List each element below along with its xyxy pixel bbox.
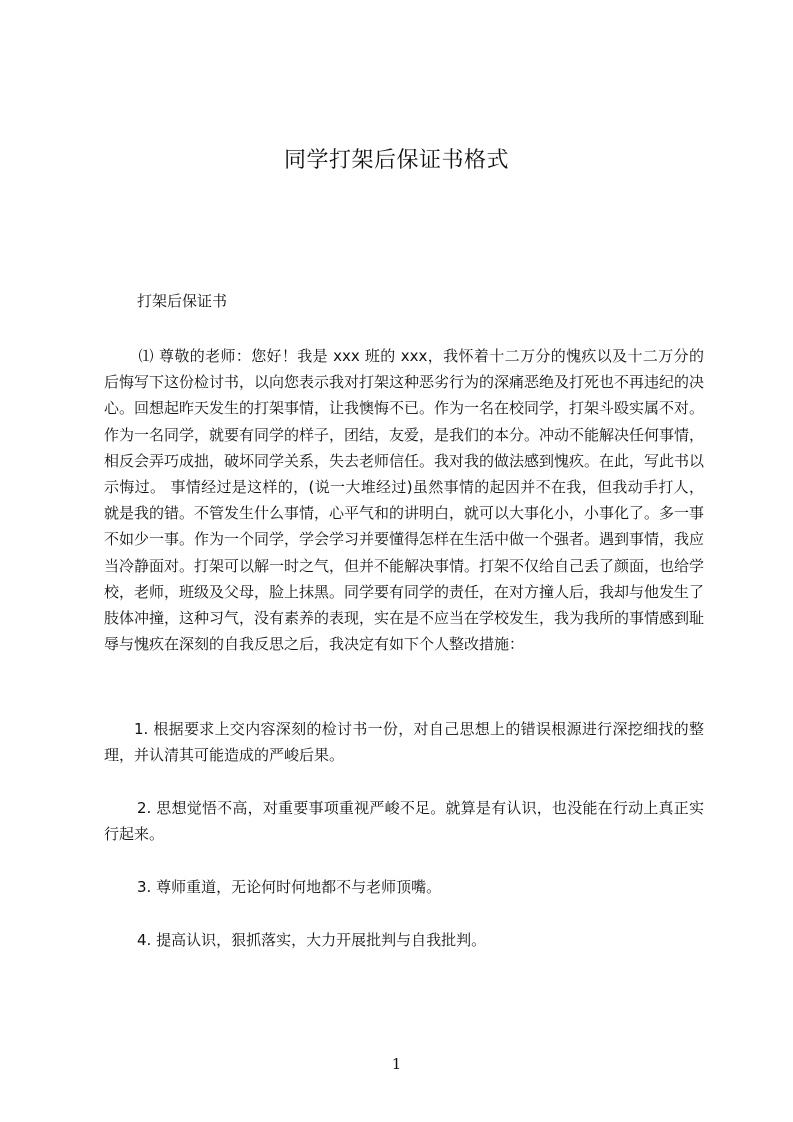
measure-item-3: 3. 尊师重道，无论何时何地都不与老师顶嘴。 [137,878,442,896]
measure-item-4: 4. 提高认识，狠抓落实，大力开展批判与自我批判。 [137,931,487,949]
document-title: 同学打架后保证书格式 [283,148,509,173]
body-paragraph: ⑴ 尊敬的老师：您好！我是 xxx 班的 xxx，我怀着十二万分的愧疚以及十二万分的后悔写下这份检讨书，以向您表示我对打架这种恶劣行为的深痛恶绝及打死也不再违纪的决心。回想起昨天发生的打架事情，让我懊悔不已。作为一名在校同学，打架斗殴实属不对。作为一名同学，就要有同学的样子，团结，友爱，是我们的本分。冲动不能解决任何事情，相反会弄巧成拙，破坏同学关系，失去老师信任。我对我的做法感到愧疚。在此，写此书以示悔过。 事情经过是这样的，(说一大堆经过)虽然事情的起因并不在我，但我动手打人，就是我的错。不管发生什么事情，心平气和的讲明白，就可以大事化小，小事化了。多一事不如少一事。作为一个同学，学会学习并要懂得怎样在生活中做一个强者。遇到事情，我应当冷静面对。打架可以解一时之气，但并不能解决事情。打架不仅给自己丢了颜面，也给学校，老师，班级及父母，脸上抹黑。同学要有同学的责任，在对方撞人后，我却与他发生了肢体冲撞，这种习气，没有素养的表现，实在是不应当在学校发生，我为我所的事情感到耻辱与愧疚在深刻的自我反思之后，我决定有如下个人整改措施： [104,347,705,654]
measure-item-2: 2. 思想觉悟不高，对重要事项重视严峻不足。就算是有认识，也没能在行动上真正实行起来。 [104,799,704,844]
measure-item-1: 1. 根据要求上交内容深刻的检讨书一份，对自己思想上的错误根源进行深挖细找的整理，并认清其可能造成的严峻后果。 [104,720,704,765]
document-subtitle: 打架后保证书 [137,292,228,310]
page-number: 1 [391,1055,402,1073]
